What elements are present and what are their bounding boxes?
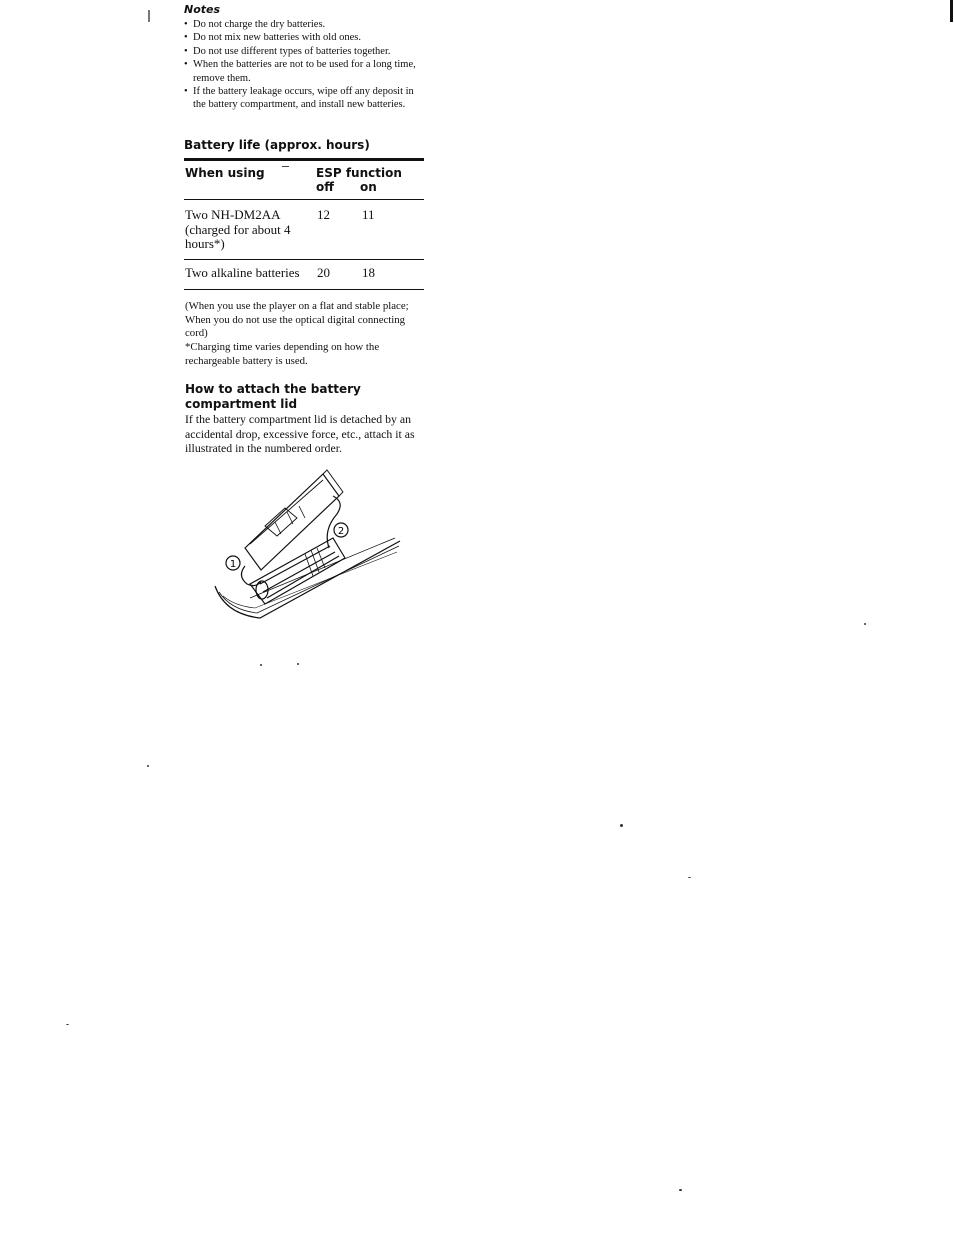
header-dash	[282, 166, 289, 167]
notes-heading: Notes	[184, 3, 221, 16]
scan-artifact	[66, 1024, 69, 1025]
scan-artifact	[688, 877, 691, 878]
header-esp-function: ESP function	[316, 166, 402, 180]
table-bottom-rule	[184, 289, 424, 290]
note-item: • If the battery leakage occurs, wipe off any deposit in the battery compartment, and install new batteries.	[184, 85, 429, 112]
attach-lid-instructions: If the battery compartment lid is detached by an accidental drop, excessive force, etc., attach it as illustrated in the numbered order.	[185, 412, 415, 455]
row-on-value: 18	[362, 265, 375, 280]
row-label: Two alkaline batteries	[185, 265, 300, 280]
scan-artifact	[864, 623, 866, 625]
table-row	[184, 200, 424, 259]
row-label: Two NH-DM2AA (charged for about 4 hours*)	[185, 207, 291, 251]
battery-life-heading: Battery life (approx. hours)	[184, 138, 370, 152]
charging-footnote: *Charging time varies depending on how the rechargeable battery is used.	[185, 341, 380, 367]
table-row	[184, 260, 424, 289]
scan-artifact	[148, 10, 150, 22]
table-header	[184, 161, 424, 199]
notes-list	[184, 18, 429, 112]
row-off-value: 20	[317, 265, 330, 280]
header-on: on	[360, 180, 377, 194]
header-off: off	[316, 180, 334, 194]
scan-artifact	[297, 663, 299, 665]
scan-artifact	[147, 765, 149, 767]
scan-artifact	[260, 664, 262, 666]
battery-lid-illustration	[205, 466, 405, 626]
note-item: • Do not charge the dry batteries.	[184, 18, 429, 31]
table-notes	[185, 300, 425, 369]
note-item: • When the batteries are not to be used for a long time, remove them.	[184, 58, 429, 85]
scan-artifact	[679, 1189, 682, 1191]
note-item: • Do not mix new batteries with old ones.	[184, 31, 429, 44]
scan-artifact	[620, 824, 623, 827]
attach-lid-heading: How to attach the battery compartment lid	[185, 382, 361, 411]
step-1-label: 1	[229, 559, 237, 570]
step-2-label: 2	[337, 526, 345, 537]
page-edge-mark	[950, 0, 953, 22]
row-on-value: 11	[362, 207, 375, 222]
usage-condition-text: (When you use the player on a flat and stable place; When you do not use the optical digital connecting cord)	[185, 300, 409, 340]
header-when-using: When using	[185, 166, 265, 180]
row-off-value: 12	[317, 207, 330, 222]
note-item: • Do not use different types of batteries together.	[184, 45, 429, 58]
battery-life-table	[184, 158, 424, 290]
